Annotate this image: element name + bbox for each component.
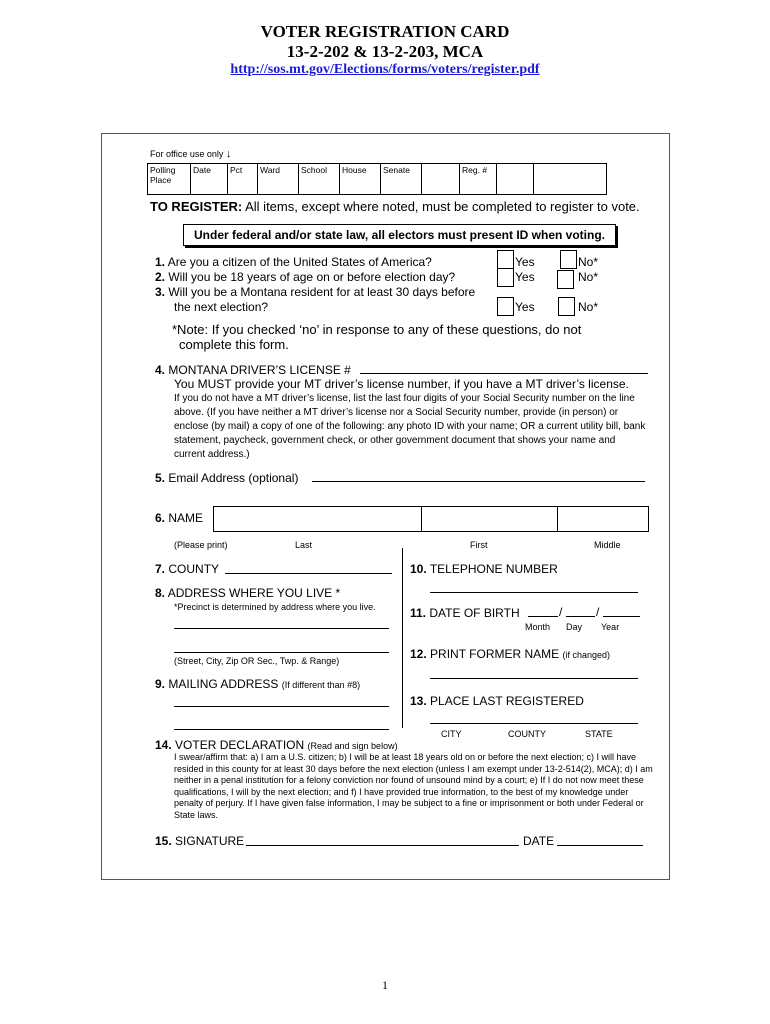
office-cell: House (340, 164, 381, 195)
county-label: COUNTY (508, 729, 546, 739)
month-label: Month (525, 622, 551, 632)
item-7-label: 7. COUNTY (155, 562, 220, 576)
item-4-label: 4. MONTANA DRIVER’S LICENSE # (155, 363, 351, 377)
office-cell (422, 164, 460, 195)
item-9-label: 9. MAILING ADDRESS (If different than #8) (155, 677, 361, 691)
q1-no-label: No* (578, 255, 599, 269)
office-cell: Ward (258, 164, 299, 195)
office-use-table (147, 163, 607, 195)
page-number: 1 (382, 978, 388, 992)
office-cell: Senate (381, 164, 422, 195)
dob-month-field[interactable] (528, 616, 558, 617)
q2-no-label: No* (578, 270, 599, 284)
q1-yes-checkbox[interactable] (497, 250, 514, 269)
item-5-label: 5. Email Address (optional) (155, 471, 299, 485)
last-name-field[interactable] (213, 506, 422, 532)
q2-no-checkbox[interactable] (557, 270, 574, 289)
question-3: 3. Will you be a Montana resident for at least 30 days before (155, 285, 476, 299)
page-title: VOTER REGISTRATION CARD (260, 22, 510, 41)
first-label: First (470, 540, 488, 550)
telephone-field[interactable] (430, 592, 638, 593)
q1-no-checkbox[interactable] (560, 250, 577, 269)
item-4-detail: If you do not have a MT driver’s license, list the last four digits of your Social Security number on the line above. (If you have neither a MT driver’s license nor a Social Security number, provide (in person) or enclose (by mail) a copy of one of the following: any photo ID with your name; OR a current utility bill, bank statement, paycheck, government check, or other government document that shows your name and current address.) (174, 393, 646, 460)
state-label: STATE (585, 729, 613, 739)
middle-name-field[interactable] (558, 507, 647, 530)
office-cell: Date (191, 164, 228, 195)
office-cell: Reg. # (460, 164, 497, 195)
column-divider (402, 548, 403, 728)
item-10-label: 10. TELEPHONE NUMBER (410, 562, 558, 576)
question-1: 1. Are you a citizen of the United States of America? (155, 255, 432, 269)
note-line-2: complete this form. (179, 337, 289, 352)
item-14-label: 14. VOTER DECLARATION (Read and sign below) (155, 738, 398, 752)
q3-yes-checkbox[interactable] (497, 297, 514, 316)
former-name-field[interactable] (430, 678, 638, 679)
last-label: Last (295, 540, 313, 550)
dob-day-field[interactable] (566, 616, 595, 617)
to-register-line: TO REGISTER: All items, except where noted, must be completed to register to vote. (150, 199, 640, 214)
item-13-label: 13. PLACE LAST REGISTERED (410, 694, 584, 708)
drivers-license-field[interactable] (360, 373, 648, 374)
form-url-link[interactable]: http://sos.mt.gov/Elections/forms/voters/register.pdf (230, 62, 540, 77)
address-line-2[interactable] (174, 652, 389, 653)
id-notice: Under federal and/or state law, all electors must present ID when voting. (183, 224, 616, 246)
signature-date-field[interactable] (557, 845, 643, 846)
first-name-field[interactable] (421, 507, 556, 530)
arrow-down-icon: ↓ (225, 148, 232, 160)
place-last-registered-field[interactable] (430, 723, 638, 724)
office-use-label: For office use only ↓ (150, 148, 232, 160)
email-field[interactable] (312, 481, 645, 482)
address-line-1[interactable] (174, 628, 389, 629)
office-cell: School (299, 164, 340, 195)
q3-no-checkbox[interactable] (558, 297, 575, 316)
item-8-label: 8. ADDRESS WHERE YOU LIVE * (155, 586, 341, 600)
question-3-cont: the next election? (174, 300, 269, 314)
q1-yes-label: Yes (515, 255, 535, 269)
item-8-note: *Precinct is determined by address where you live. (174, 602, 376, 612)
q2-yes-checkbox[interactable] (497, 268, 514, 287)
item-8-sub: (Street, City, Zip OR Sec., Twp. & Range) (174, 656, 340, 666)
item-6-label: 6. NAME (155, 511, 204, 525)
question-2: 2. Will you be 18 years of age on or before election day? (155, 270, 456, 284)
date-label: DATE (523, 834, 555, 848)
county-field[interactable] (225, 573, 392, 574)
city-label: CITY (441, 729, 462, 739)
year-label: Year (601, 622, 620, 632)
voter-declaration-text: I swear/affirm that: a) I am a U.S. citizen; b) I will be at least 18 years old on or before the next election; c) I will have resided in this county for at least 30 days before the next election (unless I am exempt under 13-2-514(2), MCA); d) I am neither in a penal institution for a felony conviction nor found of unsound mind by a court; e) If I do not now meet these qualifications, I will by the next election; and f) I have provided true information, to the best of my knowledge under penalty of perjury. If I have given false information, I may be subject to a fine or imprisonment or both under Federal or State laws. (174, 752, 653, 820)
item-4-must: You MUST provide your MT driver’s license number, if you have a MT driver’s license. (174, 377, 629, 391)
signature-field[interactable] (246, 845, 519, 846)
page-subtitle: 13-2-202 & 13-2-203, MCA (286, 42, 484, 61)
mailing-address-line-2[interactable] (174, 729, 389, 730)
middle-label: Middle (594, 540, 621, 550)
office-cell (497, 164, 534, 195)
office-cell (534, 164, 607, 195)
note-line: *Note: If you checked ‘no’ in response to any of these questions, do not (172, 322, 582, 337)
q3-yes-label: Yes (515, 300, 535, 314)
item-11-label: 11. DATE OF BIRTH (410, 606, 520, 620)
item-15-label: 15. SIGNATURE (155, 834, 245, 848)
please-print-label: (Please print) (174, 540, 228, 550)
office-cell: Polling Place (148, 164, 191, 195)
dob-year-field[interactable] (603, 616, 640, 617)
mailing-address-line-1[interactable] (174, 706, 389, 707)
q3-no-label: No* (578, 300, 599, 314)
office-cell: Pct (228, 164, 258, 195)
day-label: Day (566, 622, 583, 632)
item-12-label: 12. PRINT FORMER NAME (if changed) (410, 647, 611, 661)
q2-yes-label: Yes (515, 270, 535, 284)
